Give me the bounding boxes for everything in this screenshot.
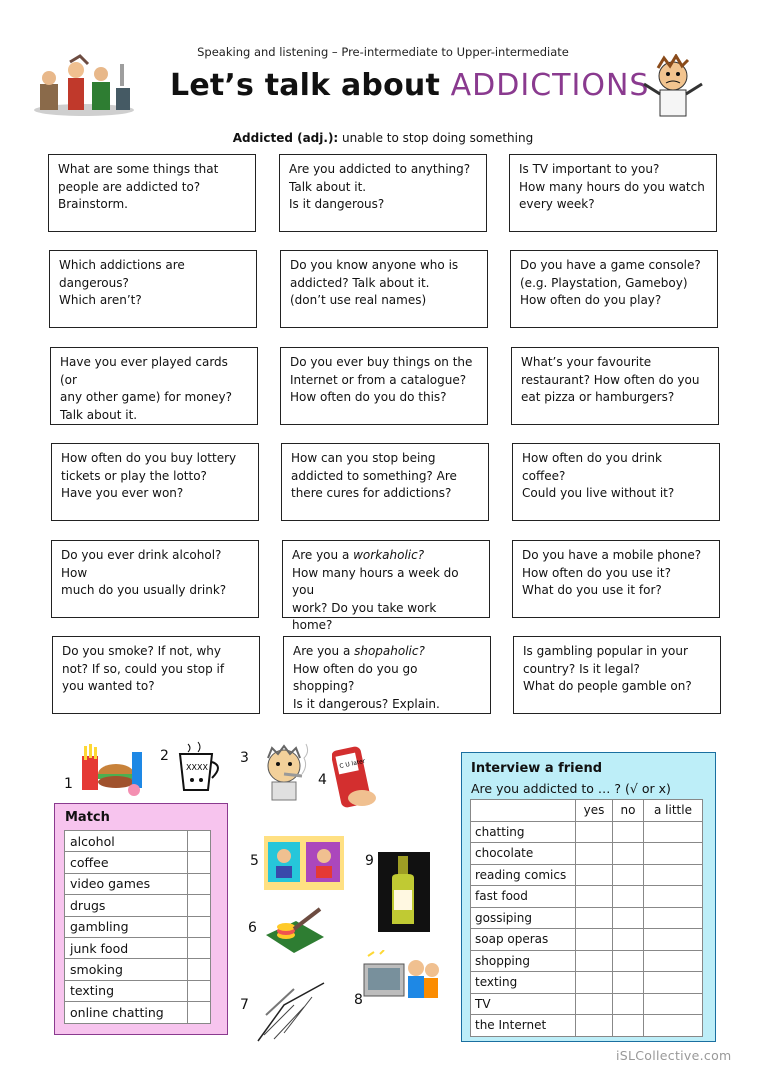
match-answer-cell[interactable]	[188, 895, 211, 916]
question-card: How often do you drink coffee? Could you live without it?	[512, 443, 720, 521]
interview-item: texting	[471, 972, 576, 994]
match-exercise-box	[54, 803, 228, 1035]
interview-item: TV	[471, 993, 576, 1015]
alcohol-bottle-image	[378, 852, 430, 932]
answer-cell[interactable]	[613, 950, 644, 972]
answer-cell[interactable]	[644, 929, 703, 951]
interview-row	[471, 886, 703, 908]
match-table	[64, 830, 211, 1024]
picture-number: 3	[240, 750, 249, 766]
answer-cell[interactable]	[644, 1015, 703, 1037]
answer-cell[interactable]	[576, 864, 613, 886]
match-item: drugs	[65, 895, 188, 916]
question-card: How can you stop being addicted to something? Are there cures for addictions?	[281, 443, 489, 521]
question-card: Do you have a game console? (e.g. Playstation, Gameboy) How often do you play?	[510, 250, 718, 328]
picture-number: 5	[250, 853, 259, 869]
picture-number: 8	[354, 992, 363, 1008]
answer-cell[interactable]	[613, 993, 644, 1015]
interview-item: chatting	[471, 821, 576, 843]
match-item: smoking	[65, 959, 188, 980]
match-item: video games	[65, 873, 188, 894]
match-item: gambling	[65, 916, 188, 937]
answer-cell[interactable]	[613, 907, 644, 929]
definition	[0, 131, 766, 145]
question-card: Which addictions are dangerous? Which aren’t?	[49, 250, 257, 328]
match-title: Match	[65, 810, 110, 825]
match-item: texting	[65, 980, 188, 1001]
answer-cell[interactable]	[644, 864, 703, 886]
match-answer-cell[interactable]	[188, 852, 211, 873]
title-main: Let’s talk about	[170, 68, 451, 103]
match-row	[65, 1002, 211, 1023]
answer-cell[interactable]	[644, 821, 703, 843]
question-card: Do you ever drink alcohol? How much do you usually drink?	[51, 540, 259, 618]
interview-question: Are you addicted to … ? (√ or x)	[471, 781, 671, 796]
interview-row	[471, 929, 703, 951]
interview-item: chocolate	[471, 843, 576, 865]
interview-item: fast food	[471, 886, 576, 908]
interview-box	[461, 752, 716, 1042]
answer-cell[interactable]	[613, 972, 644, 994]
answer-cell[interactable]	[576, 907, 613, 929]
interview-row	[471, 1015, 703, 1037]
question-card: What are some things that people are addicted to? Brainstorm.	[48, 154, 256, 232]
interview-row	[471, 972, 703, 994]
picture-number: 6	[248, 920, 257, 936]
match-answer-cell[interactable]	[188, 831, 211, 852]
stressed-man-illustration	[636, 54, 710, 122]
answer-cell[interactable]	[576, 950, 613, 972]
page-title	[170, 68, 649, 103]
interview-item: reading comics	[471, 864, 576, 886]
question-card: Do you know anyone who is addicted? Talk about it. (don’t use real names)	[280, 250, 488, 328]
interview-item: soap operas	[471, 929, 576, 951]
interview-header-row	[471, 800, 703, 822]
picture-number: 1	[64, 776, 73, 792]
match-answer-cell[interactable]	[188, 1002, 211, 1023]
match-item: coffee	[65, 852, 188, 873]
question-card: Is gambling popular in your country? Is it legal? What do people gamble on?	[513, 636, 721, 714]
definition-term: Addicted (adj.):	[232, 131, 339, 145]
match-row	[65, 852, 211, 873]
picture-number: 9	[365, 853, 374, 869]
smoking-man-image	[254, 740, 314, 802]
match-answer-cell[interactable]	[188, 873, 211, 894]
interview-row	[471, 993, 703, 1015]
online-chatting-image	[362, 950, 442, 1002]
interview-row	[471, 907, 703, 929]
match-row	[65, 980, 211, 1001]
question-card: Do you have a mobile phone? How often do you use it? What do you use it for?	[512, 540, 720, 618]
answer-cell[interactable]	[576, 929, 613, 951]
picture-number: 4	[318, 772, 327, 788]
answer-cell[interactable]	[576, 993, 613, 1015]
question-card: Are you addicted to anything? Talk about it. Is it dangerous?	[279, 154, 487, 232]
subtitle: Speaking and listening – Pre-intermediate to Upper-intermediate	[197, 45, 569, 59]
match-answer-cell[interactable]	[188, 980, 211, 1001]
picture-number: 2	[160, 748, 169, 764]
interview-table	[470, 799, 703, 1037]
interview-item: gossiping	[471, 907, 576, 929]
match-row	[65, 916, 211, 937]
match-answer-cell[interactable]	[188, 937, 211, 958]
match-row	[65, 873, 211, 894]
question-card: Do you smoke? If not, why not? If so, could you stop if you wanted to?	[52, 636, 260, 714]
answer-cell[interactable]	[644, 886, 703, 908]
answer-cell[interactable]	[576, 821, 613, 843]
interview-header-blank	[471, 800, 576, 822]
question-card: Is TV important to you? How many hours do you watch every week?	[509, 154, 717, 232]
interview-row	[471, 864, 703, 886]
question-card: How often do you buy lottery tickets or play the lotto? Have you ever won?	[51, 443, 259, 521]
match-item: junk food	[65, 937, 188, 958]
column-no: no	[613, 800, 644, 822]
video-games-image	[264, 836, 344, 890]
match-row	[65, 937, 211, 958]
title-topic: ADDICTIONS	[450, 68, 650, 103]
interview-row	[471, 843, 703, 865]
match-item: alcohol	[65, 831, 188, 852]
question-card: Do you ever buy things on the Internet or from a catalogue? How often do you do this?	[280, 347, 488, 425]
match-answer-cell[interactable]	[188, 959, 211, 980]
footer-watermark: iSLCollective.com	[616, 1048, 732, 1063]
drugs-image	[254, 975, 328, 1045]
answer-cell[interactable]	[576, 886, 613, 908]
answer-cell[interactable]	[644, 950, 703, 972]
answer-cell[interactable]	[576, 1015, 613, 1037]
answer-cell[interactable]	[644, 993, 703, 1015]
answer-cell[interactable]	[613, 1015, 644, 1037]
interview-item: shopping	[471, 950, 576, 972]
interview-row	[471, 821, 703, 843]
answer-cell[interactable]	[644, 843, 703, 865]
junk-food-image	[76, 740, 146, 798]
answer-cell[interactable]	[644, 907, 703, 929]
answer-cell[interactable]	[576, 972, 613, 994]
interview-row	[471, 950, 703, 972]
match-item: online chatting	[65, 1002, 188, 1023]
answer-cell[interactable]	[613, 886, 644, 908]
column-yes: yes	[576, 800, 613, 822]
definition-meaning: unable to stop doing something	[338, 131, 534, 145]
answer-cell[interactable]	[613, 864, 644, 886]
interview-item: the Internet	[471, 1015, 576, 1037]
question-card: What’s your favourite restaurant? How often do you eat pizza or hamburgers?	[511, 347, 719, 425]
match-answer-cell[interactable]	[188, 916, 211, 937]
match-row	[65, 831, 211, 852]
gambling-image	[264, 905, 326, 955]
answer-cell[interactable]	[644, 972, 703, 994]
answer-cell[interactable]	[576, 843, 613, 865]
svg-text:XXXX: XXXX	[186, 763, 208, 772]
mobile-phone-image	[332, 742, 382, 814]
column-a-little: a little	[644, 800, 703, 822]
svg-text:C U later: C U later	[338, 757, 367, 771]
interview-title: Interview a friend	[471, 761, 603, 776]
answer-cell[interactable]	[613, 843, 644, 865]
answer-cell[interactable]	[613, 929, 644, 951]
question-card: Are you a shopaholic? How often do you go shopping? Is it dangerous? Explain.	[283, 636, 491, 714]
picture-number: 7	[240, 997, 249, 1013]
answer-cell[interactable]	[613, 821, 644, 843]
question-card: Are you a workaholic? How many hours a week do you work? Do you take work home?	[282, 540, 490, 618]
party-crowd-illustration	[30, 54, 138, 118]
question-card: Have you ever played cards (or any other game) for money? Talk about it.	[50, 347, 258, 425]
coffee-cup-image	[174, 740, 224, 796]
match-row	[65, 959, 211, 980]
match-row	[65, 895, 211, 916]
